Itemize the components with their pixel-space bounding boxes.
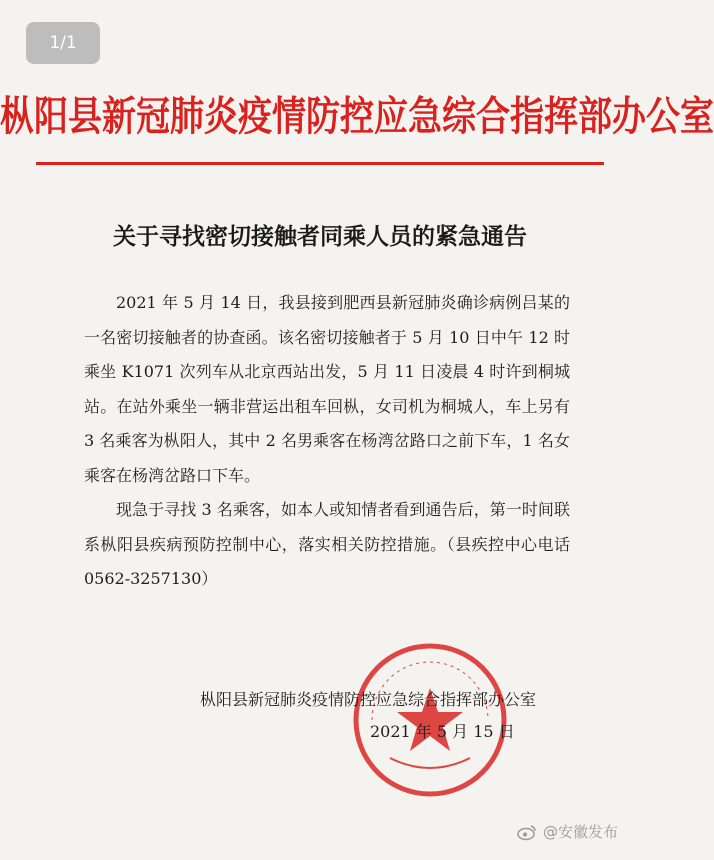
signature-org: 枞阳县新冠肺炎疫情防控应急综合指挥部办公室 [200,690,537,709]
body-paragraph-2: 现急于寻找 3 名乘客，如本人或知情者看到通告后，第一时间联系枞阳县疾病预防控制中心，落实相关防控措施。（县疾控中心电话 0562-3257130） [84,500,570,588]
letterhead-title: 枞阳县新冠肺炎疫情防控应急综合指挥部办公室 [0,93,714,141]
watermark-text: @安徽发布 [542,823,618,841]
notice-title: 关于寻找密切接触者同乘人员的紧急通告 [113,223,527,250]
page-counter: 1/1 [26,22,100,64]
signature-block [200,686,600,746]
weibo-icon [517,824,537,840]
watermark [517,821,618,842]
signature-date: 2021 年 5 月 15 日 [370,722,515,741]
letterhead-rule [36,162,604,165]
body-paragraph-1: 2021 年 5 月 14 日，我县接到肥西县新冠肺炎确诊病例吕某的一名密切接触者的协查函。该名密切接触者于 5 月 10 日中午 12 时乘坐 K1071 次列车从北京西站出发，5 月 11 日凌晨 4 时许到桐城站。在站外乘坐一辆非营运出租车回枞，女司机为桐城人，车上另有 3 名乘客为枞阳人，其中 2 名男乘客在杨湾岔路口之前下车，1 名女乘客在杨湾岔路口下车。 [84,293,570,485]
notice-body [84,286,570,597]
